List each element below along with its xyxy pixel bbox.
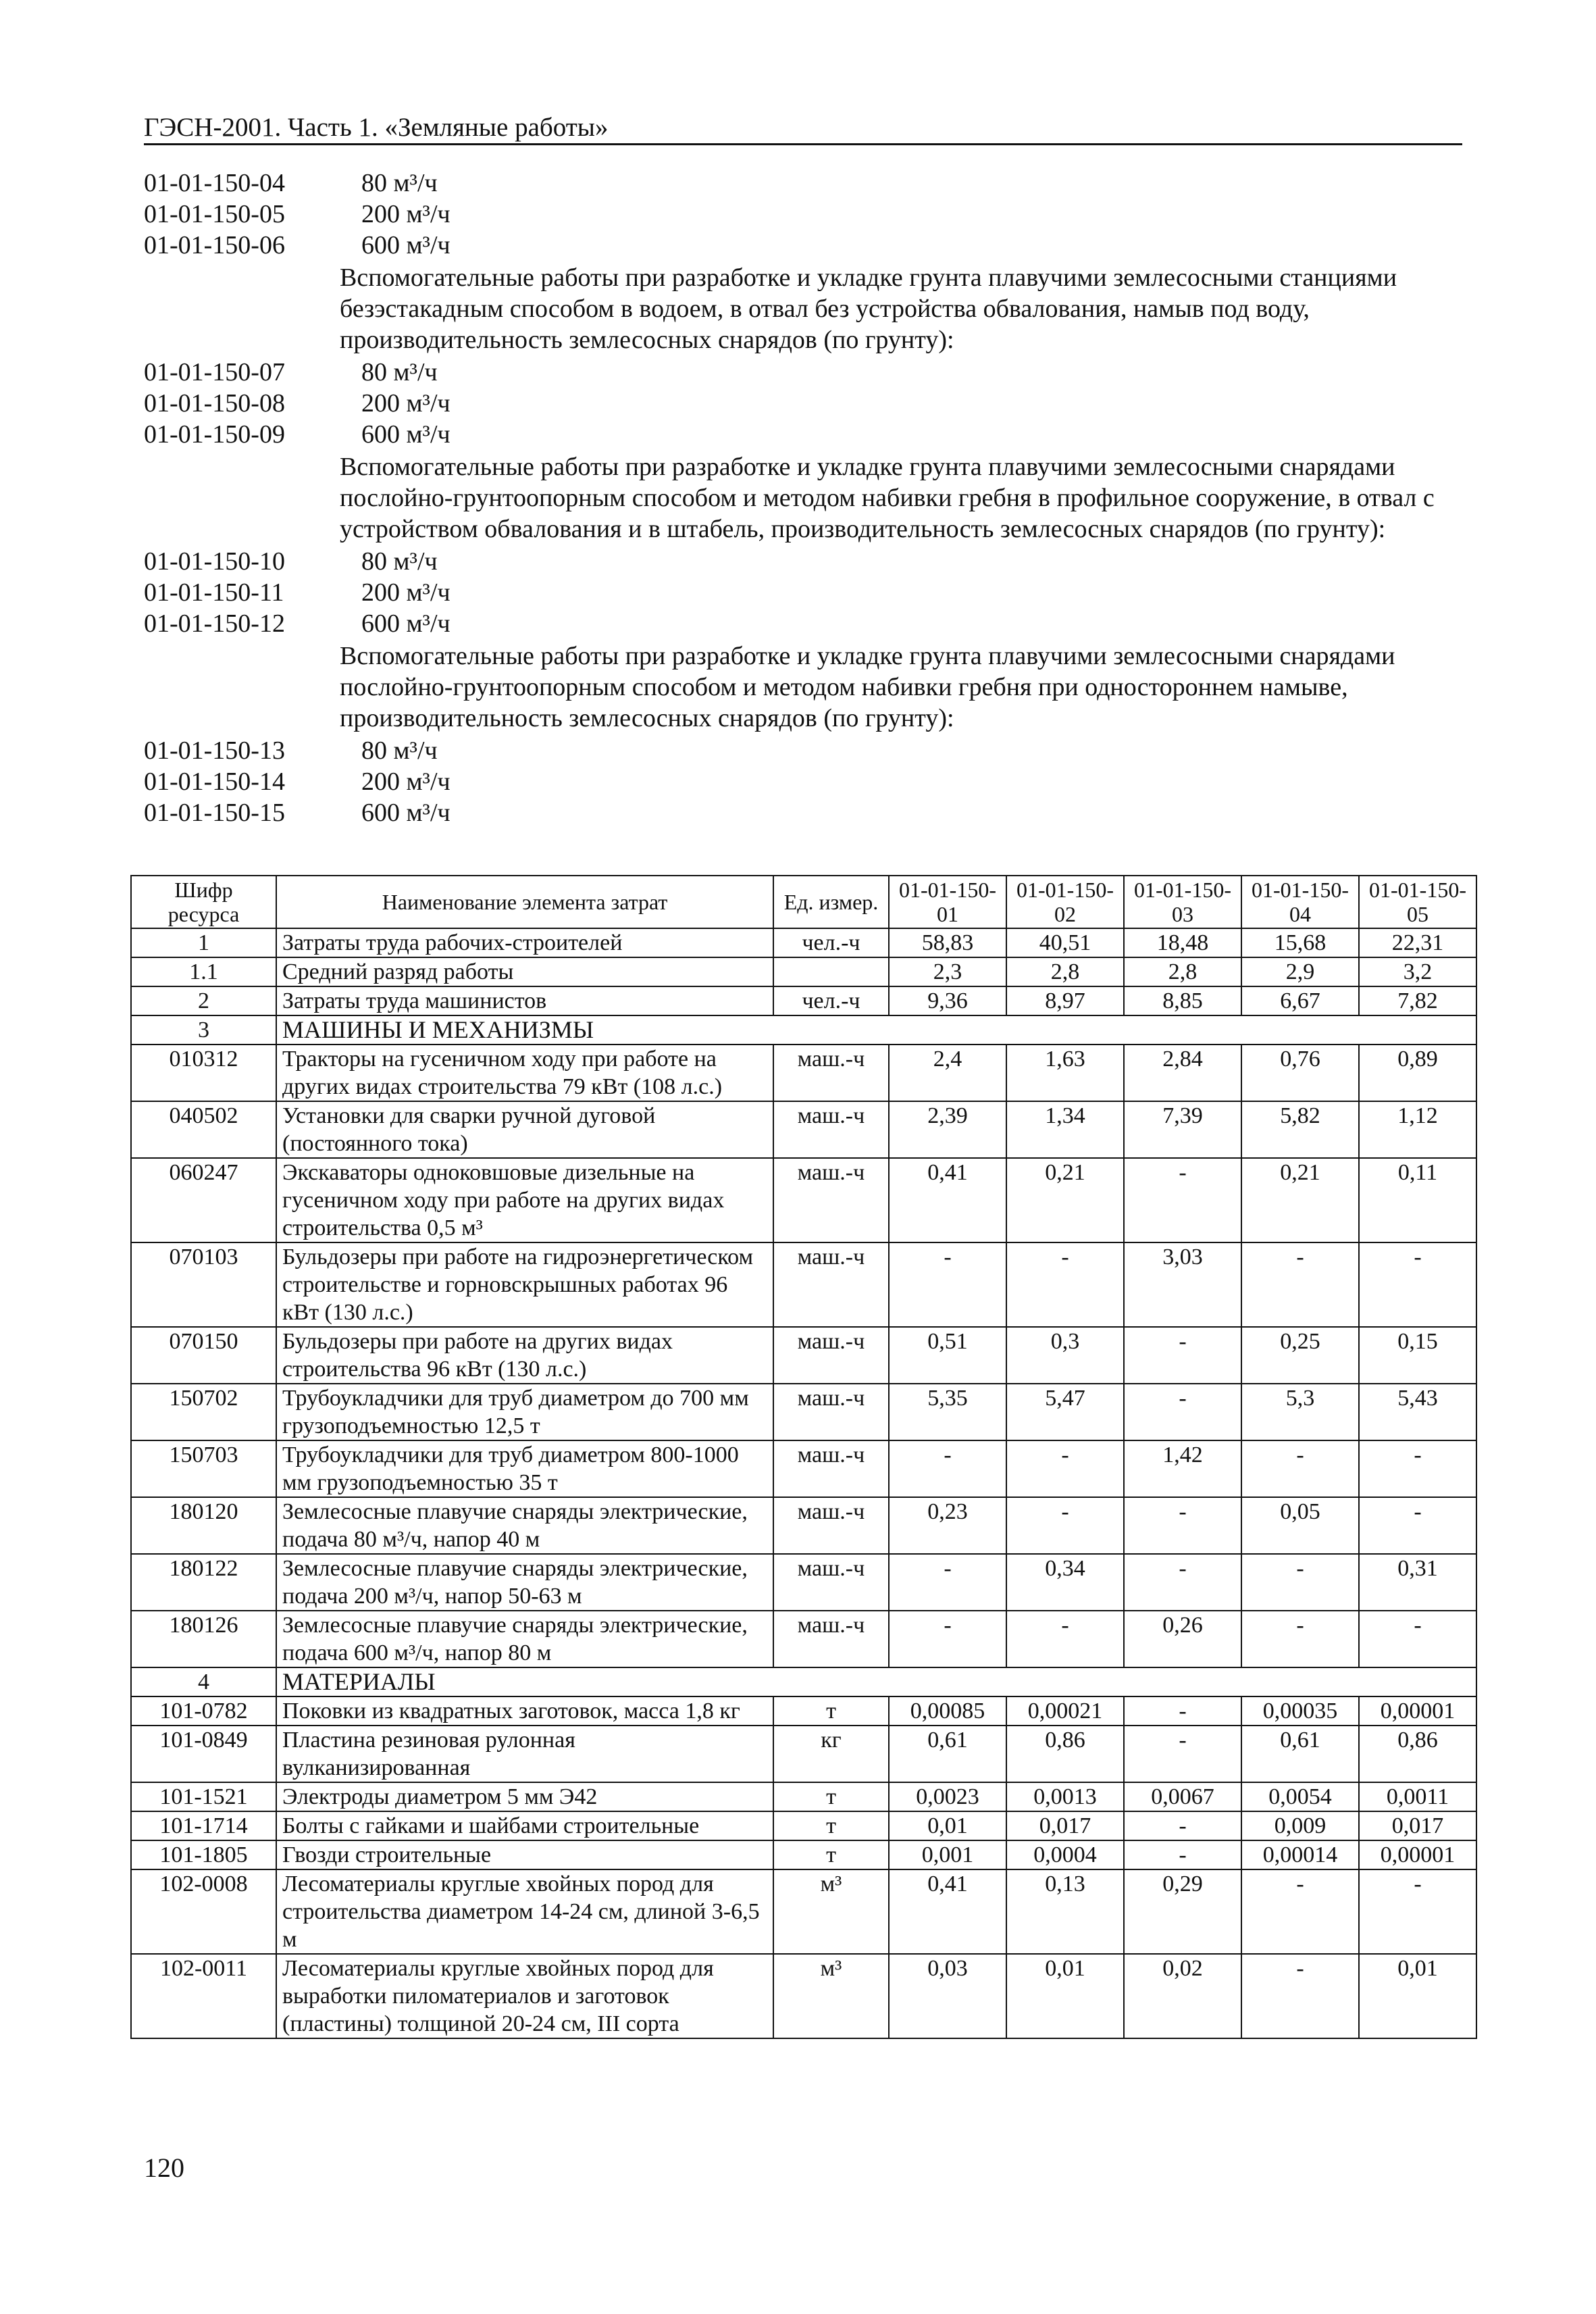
unit-cell: кг — [773, 1726, 889, 1782]
value-cell: 2,3 — [889, 957, 1006, 986]
value-cell: 1,12 — [1359, 1101, 1476, 1158]
value-cell: 0,21 — [1006, 1158, 1124, 1242]
spec-item — [144, 230, 1462, 261]
value-cell: 40,51 — [1006, 928, 1124, 957]
resource-code: 2 — [131, 986, 276, 1015]
value-cell: - — [1241, 1954, 1359, 2038]
spec-capacity: 80 м³/ч — [361, 358, 438, 386]
resource-code: 070103 — [131, 1242, 276, 1327]
table-row — [131, 1101, 1476, 1158]
resource-name: Лесоматериалы круглые хвойных пород для выработки пиломатериалов и заготовок (пластины) толщиной 20-24 см, III сорта — [276, 1954, 773, 2038]
resource-code: 102-0008 — [131, 1869, 276, 1954]
value-cell: 15,68 — [1241, 928, 1359, 957]
value-cell: - — [1241, 1869, 1359, 1954]
spec-capacity: 600 м³/ч — [361, 231, 451, 259]
resource-code: 180126 — [131, 1611, 276, 1667]
value-cell: 0,00085 — [889, 1696, 1006, 1726]
value-cell: 7,82 — [1359, 986, 1476, 1015]
value-cell: - — [1359, 1611, 1476, 1667]
spec-code: 01-01-150-06 — [144, 231, 285, 259]
value-cell: - — [1124, 1811, 1241, 1840]
resource-code: 101-1714 — [131, 1811, 276, 1840]
value-cell: 0,01 — [889, 1811, 1006, 1840]
value-cell: 0,61 — [889, 1726, 1006, 1782]
unit-cell: т — [773, 1840, 889, 1869]
unit-cell: маш.-ч — [773, 1440, 889, 1497]
resource-cost-table — [130, 875, 1477, 2039]
value-cell: 0,25 — [1241, 1327, 1359, 1384]
spec-capacity: 200 м³/ч — [361, 578, 451, 607]
resource-name: Затраты труда машинистов — [276, 986, 773, 1015]
spec-capacity: 600 м³/ч — [361, 799, 451, 827]
table-row — [131, 1554, 1476, 1611]
value-cell: - — [889, 1440, 1006, 1497]
value-cell: - — [1359, 1440, 1476, 1497]
page-header: ГЭСН-2001. Часть 1. «Земляные работы» — [144, 113, 609, 142]
resource-name: Трубоукладчики для труб диаметром 800-1000 мм грузоподъемностью 35 т — [276, 1440, 773, 1497]
unit-cell: маш.-ч — [773, 1101, 889, 1158]
value-cell: 2,39 — [889, 1101, 1006, 1158]
unit-cell: м³ — [773, 1869, 889, 1954]
value-cell: 0,13 — [1006, 1869, 1124, 1954]
table-body — [131, 928, 1476, 2038]
value-cell: 5,35 — [889, 1384, 1006, 1440]
value-cell: 8,97 — [1006, 986, 1124, 1015]
value-cell: 0,89 — [1359, 1045, 1476, 1101]
resource-code: 101-1521 — [131, 1782, 276, 1811]
value-cell: 2,8 — [1124, 957, 1241, 986]
value-cell: - — [1006, 1242, 1124, 1327]
value-cell: - — [1006, 1497, 1124, 1554]
value-cell: 2,4 — [889, 1045, 1006, 1101]
resource-name: Бульдозеры при работе на гидроэнергетическом строительстве и горновскрышных работах 96 кВт (130 л.с.) — [276, 1242, 773, 1327]
unit-cell: м³ — [773, 1954, 889, 2038]
col-header-norm: 01-01-150-01 — [889, 876, 1006, 928]
spec-capacity: 80 м³/ч — [361, 169, 438, 197]
table-row — [131, 1045, 1476, 1101]
value-cell: 0,0004 — [1006, 1840, 1124, 1869]
value-cell: 0,0013 — [1006, 1782, 1124, 1811]
spec-code: 01-01-150-10 — [144, 547, 285, 576]
value-cell: 0,29 — [1124, 1869, 1241, 1954]
spec-group-description: Вспомогательные работы при разработке и укладке грунта плавучими землесосными снарядами послойно-грунтоопорным способом и методом набивки гребня в профильное сооружение, в отвал с устройством обвалования и в штабель, производительность землесосных снарядов (по грунту): — [340, 453, 1435, 543]
resource-name: Тракторы на гусеничном ходу при работе на других видах строительства 79 кВт (108 л.с.) — [276, 1045, 773, 1101]
value-cell: 2,84 — [1124, 1045, 1241, 1101]
table-section-row — [131, 1667, 1476, 1696]
resource-name: Пластина резиновая рулонная вулканизированная — [276, 1726, 773, 1782]
col-header-unit: Ед. измер. — [773, 876, 889, 928]
spec-code: 01-01-150-05 — [144, 200, 285, 228]
spec-capacity: 80 м³/ч — [361, 736, 438, 765]
col-header-norm: 01-01-150-05 — [1359, 876, 1476, 928]
unit-cell: маш.-ч — [773, 1327, 889, 1384]
col-header-name: Наименование элемента затрат — [276, 876, 773, 928]
unit-cell: т — [773, 1811, 889, 1840]
resource-code: 101-0782 — [131, 1696, 276, 1726]
table-row — [131, 1954, 1476, 2038]
section-title: МАШИНЫ И МЕХАНИЗМЫ — [276, 1015, 1476, 1045]
value-cell: 2,8 — [1006, 957, 1124, 986]
spec-code: 01-01-150-14 — [144, 768, 285, 796]
value-cell: - — [1359, 1869, 1476, 1954]
resource-name: Землесосные плавучие снаряды электрические, подача 80 м³/ч, напор 40 м — [276, 1497, 773, 1554]
resource-name: Затраты труда рабочих-строителей — [276, 928, 773, 957]
table-row — [131, 1869, 1476, 1954]
value-cell: 0,11 — [1359, 1158, 1476, 1242]
value-cell: 1,42 — [1124, 1440, 1241, 1497]
resource-code: 070150 — [131, 1327, 276, 1384]
unit-cell: т — [773, 1782, 889, 1811]
resource-code: 3 — [131, 1015, 276, 1045]
col-header-norm: 01-01-150-04 — [1241, 876, 1359, 928]
value-cell: - — [1241, 1554, 1359, 1611]
value-cell: - — [889, 1554, 1006, 1611]
spec-code: 01-01-150-07 — [144, 358, 285, 386]
table-row — [131, 1384, 1476, 1440]
value-cell: - — [1124, 1726, 1241, 1782]
unit-cell: чел.-ч — [773, 928, 889, 957]
table-row — [131, 1696, 1476, 1726]
unit-cell: маш.-ч — [773, 1045, 889, 1101]
value-cell: 9,36 — [889, 986, 1006, 1015]
value-cell: 0,009 — [1241, 1811, 1359, 1840]
value-cell: 5,82 — [1241, 1101, 1359, 1158]
value-cell: 0,01 — [1359, 1954, 1476, 2038]
resource-name: Установки для сварки ручной дуговой (постоянного тока) — [276, 1101, 773, 1158]
resource-code: 4 — [131, 1667, 276, 1696]
value-cell: 18,48 — [1124, 928, 1241, 957]
value-cell: - — [1124, 1696, 1241, 1726]
value-cell: 0,41 — [889, 1158, 1006, 1242]
resource-code: 150703 — [131, 1440, 276, 1497]
value-cell: 0,26 — [1124, 1611, 1241, 1667]
value-cell: 0,03 — [889, 1954, 1006, 2038]
value-cell: - — [1359, 1497, 1476, 1554]
col-header-norm: 01-01-150-02 — [1006, 876, 1124, 928]
table-row — [131, 1611, 1476, 1667]
resource-code: 180120 — [131, 1497, 276, 1554]
resource-name: Средний разряд работы — [276, 957, 773, 986]
value-cell: 0,00001 — [1359, 1696, 1476, 1726]
value-cell: - — [1124, 1327, 1241, 1384]
resource-code: 150702 — [131, 1384, 276, 1440]
table-row — [131, 1840, 1476, 1869]
spec-capacity: 600 м³/ч — [361, 609, 451, 638]
value-cell: 3,2 — [1359, 957, 1476, 986]
value-cell: 0,001 — [889, 1840, 1006, 1869]
spec-item — [144, 797, 1462, 828]
value-cell: 3,03 — [1124, 1242, 1241, 1327]
spec-code: 01-01-150-13 — [144, 736, 285, 765]
value-cell: 0,31 — [1359, 1554, 1476, 1611]
spec-item — [144, 388, 1462, 419]
unit-cell: маш.-ч — [773, 1611, 889, 1667]
resource-name: Лесоматериалы круглые хвойных пород для строительства диаметром 14-24 см, длиной 3-6,5 м — [276, 1869, 773, 1954]
value-cell: - — [1241, 1242, 1359, 1327]
resource-name: Поковки из квадратных заготовок, масса 1,8 кг — [276, 1696, 773, 1726]
header-divider — [144, 143, 1462, 145]
table-row — [131, 1440, 1476, 1497]
value-cell: 0,02 — [1124, 1954, 1241, 2038]
value-cell: 2,9 — [1241, 957, 1359, 986]
value-cell: 0,61 — [1241, 1726, 1359, 1782]
table-row — [131, 1811, 1476, 1840]
unit-cell: маш.-ч — [773, 1242, 889, 1327]
value-cell: 1,63 — [1006, 1045, 1124, 1101]
value-cell: 8,85 — [1124, 986, 1241, 1015]
value-cell: - — [1241, 1440, 1359, 1497]
value-cell: 0,34 — [1006, 1554, 1124, 1611]
resource-name: Электроды диаметром 5 мм Э42 — [276, 1782, 773, 1811]
spec-code: 01-01-150-12 — [144, 609, 285, 638]
spec-group-description: Вспомогательные работы при разработке и укладке грунта плавучими землесосными станциями безэстакадным способом в водоем, в отвал без устройства обвалования, намыв под воду, производительность землесосных снарядов (по грунту): — [340, 263, 1397, 354]
value-cell: 0,0011 — [1359, 1782, 1476, 1811]
value-cell: 0,00021 — [1006, 1696, 1124, 1726]
value-cell: 5,43 — [1359, 1384, 1476, 1440]
resource-name: Трубоукладчики для труб диаметром до 700 мм грузоподъемностью 12,5 т — [276, 1384, 773, 1440]
unit-cell: маш.-ч — [773, 1384, 889, 1440]
spec-capacity: 200 м³/ч — [361, 768, 451, 796]
value-cell: 0,51 — [889, 1327, 1006, 1384]
value-cell: 0,017 — [1006, 1811, 1124, 1840]
spec-item — [144, 766, 1462, 797]
resource-name: Болты с гайками и шайбами строительные — [276, 1811, 773, 1840]
spec-item — [144, 546, 1462, 577]
value-cell: - — [1124, 1554, 1241, 1611]
value-cell: 5,47 — [1006, 1384, 1124, 1440]
value-cell: 0,21 — [1241, 1158, 1359, 1242]
value-cell: 0,86 — [1006, 1726, 1124, 1782]
value-cell: 0,0023 — [889, 1782, 1006, 1811]
table-header-row — [131, 876, 1476, 928]
spec-capacity: 600 м³/ч — [361, 420, 451, 449]
unit-cell: т — [773, 1696, 889, 1726]
table-row — [131, 1242, 1476, 1327]
value-cell: 22,31 — [1359, 928, 1476, 957]
unit-cell: маш.-ч — [773, 1158, 889, 1242]
spec-item — [144, 419, 1462, 450]
table-row — [131, 1726, 1476, 1782]
value-cell: 0,00001 — [1359, 1840, 1476, 1869]
resource-name: Экскаваторы одноковшовые дизельные на гусеничном ходу при работе на других видах строительства 0,5 м³ — [276, 1158, 773, 1242]
page-number: 120 — [144, 2153, 184, 2183]
value-cell: - — [889, 1611, 1006, 1667]
table-row — [131, 986, 1476, 1015]
table-row — [131, 1782, 1476, 1811]
value-cell: 0,01 — [1006, 1954, 1124, 2038]
spec-item — [144, 735, 1462, 766]
table-section-row — [131, 1015, 1476, 1045]
spec-item — [144, 199, 1462, 230]
resource-code: 1 — [131, 928, 276, 957]
value-cell: - — [1006, 1440, 1124, 1497]
value-cell: 0,017 — [1359, 1811, 1476, 1840]
resource-code: 060247 — [131, 1158, 276, 1242]
value-cell: 0,15 — [1359, 1327, 1476, 1384]
table-row — [131, 928, 1476, 957]
spec-capacity: 200 м³/ч — [361, 200, 451, 228]
value-cell: - — [1124, 1384, 1241, 1440]
unit-cell: маш.-ч — [773, 1497, 889, 1554]
unit-cell — [773, 957, 889, 986]
resource-code: 1.1 — [131, 957, 276, 986]
value-cell: - — [1006, 1611, 1124, 1667]
value-cell: 0,23 — [889, 1497, 1006, 1554]
table-row — [131, 1497, 1476, 1554]
value-cell: 0,3 — [1006, 1327, 1124, 1384]
resource-name: Гвозди строительные — [276, 1840, 773, 1869]
spec-code: 01-01-150-08 — [144, 389, 285, 418]
value-cell: 58,83 — [889, 928, 1006, 957]
value-cell: - — [1359, 1242, 1476, 1327]
spec-capacity: 200 м³/ч — [361, 389, 451, 418]
spec-item — [144, 608, 1462, 639]
resource-code: 102-0011 — [131, 1954, 276, 2038]
resource-name: Землесосные плавучие снаряды электрические, подача 600 м³/ч, напор 80 м — [276, 1611, 773, 1667]
value-cell: - — [1124, 1158, 1241, 1242]
spec-group-description: Вспомогательные работы при разработке и укладке грунта плавучими землесосными снарядами послойно-грунтоопорным способом и методом набивки гребня при одностороннем намыве, производительность землесосных снарядов (по грунту): — [340, 642, 1395, 732]
resource-code: 101-1805 — [131, 1840, 276, 1869]
table-row — [131, 1327, 1476, 1384]
value-cell: 0,0054 — [1241, 1782, 1359, 1811]
value-cell: 0,00035 — [1241, 1696, 1359, 1726]
value-cell: - — [889, 1242, 1006, 1327]
value-cell: 5,3 — [1241, 1384, 1359, 1440]
unit-cell: чел.-ч — [773, 986, 889, 1015]
col-header-code: Шифр ресурса — [131, 876, 276, 928]
spec-item — [144, 357, 1462, 388]
value-cell: - — [1241, 1611, 1359, 1667]
value-cell: 0,86 — [1359, 1726, 1476, 1782]
unit-cell: маш.-ч — [773, 1554, 889, 1611]
table-row — [131, 957, 1476, 986]
value-cell: - — [1124, 1840, 1241, 1869]
resource-code: 040502 — [131, 1101, 276, 1158]
resource-name: Землесосные плавучие снаряды электрические, подача 200 м³/ч, напор 50-63 м — [276, 1554, 773, 1611]
spec-list — [144, 168, 1462, 828]
col-header-norm: 01-01-150-03 — [1124, 876, 1241, 928]
spec-item — [144, 168, 1462, 199]
value-cell: 7,39 — [1124, 1101, 1241, 1158]
resource-code: 010312 — [131, 1045, 276, 1101]
spec-code: 01-01-150-15 — [144, 799, 285, 827]
value-cell: 6,67 — [1241, 986, 1359, 1015]
resource-code: 180122 — [131, 1554, 276, 1611]
spec-code: 01-01-150-11 — [144, 578, 284, 607]
resource-name: Бульдозеры при работе на других видах строительства 96 кВт (130 л.с.) — [276, 1327, 773, 1384]
spec-code: 01-01-150-04 — [144, 169, 285, 197]
spec-item — [144, 577, 1462, 608]
section-title: МАТЕРИАЛЫ — [276, 1667, 1476, 1696]
value-cell: 0,0067 — [1124, 1782, 1241, 1811]
value-cell: 0,76 — [1241, 1045, 1359, 1101]
spec-code: 01-01-150-09 — [144, 420, 285, 449]
value-cell: - — [1124, 1497, 1241, 1554]
resource-code: 101-0849 — [131, 1726, 276, 1782]
value-cell: 0,05 — [1241, 1497, 1359, 1554]
spec-capacity: 80 м³/ч — [361, 547, 438, 576]
value-cell: 1,34 — [1006, 1101, 1124, 1158]
value-cell: 0,41 — [889, 1869, 1006, 1954]
table-row — [131, 1158, 1476, 1242]
value-cell: 0,00014 — [1241, 1840, 1359, 1869]
